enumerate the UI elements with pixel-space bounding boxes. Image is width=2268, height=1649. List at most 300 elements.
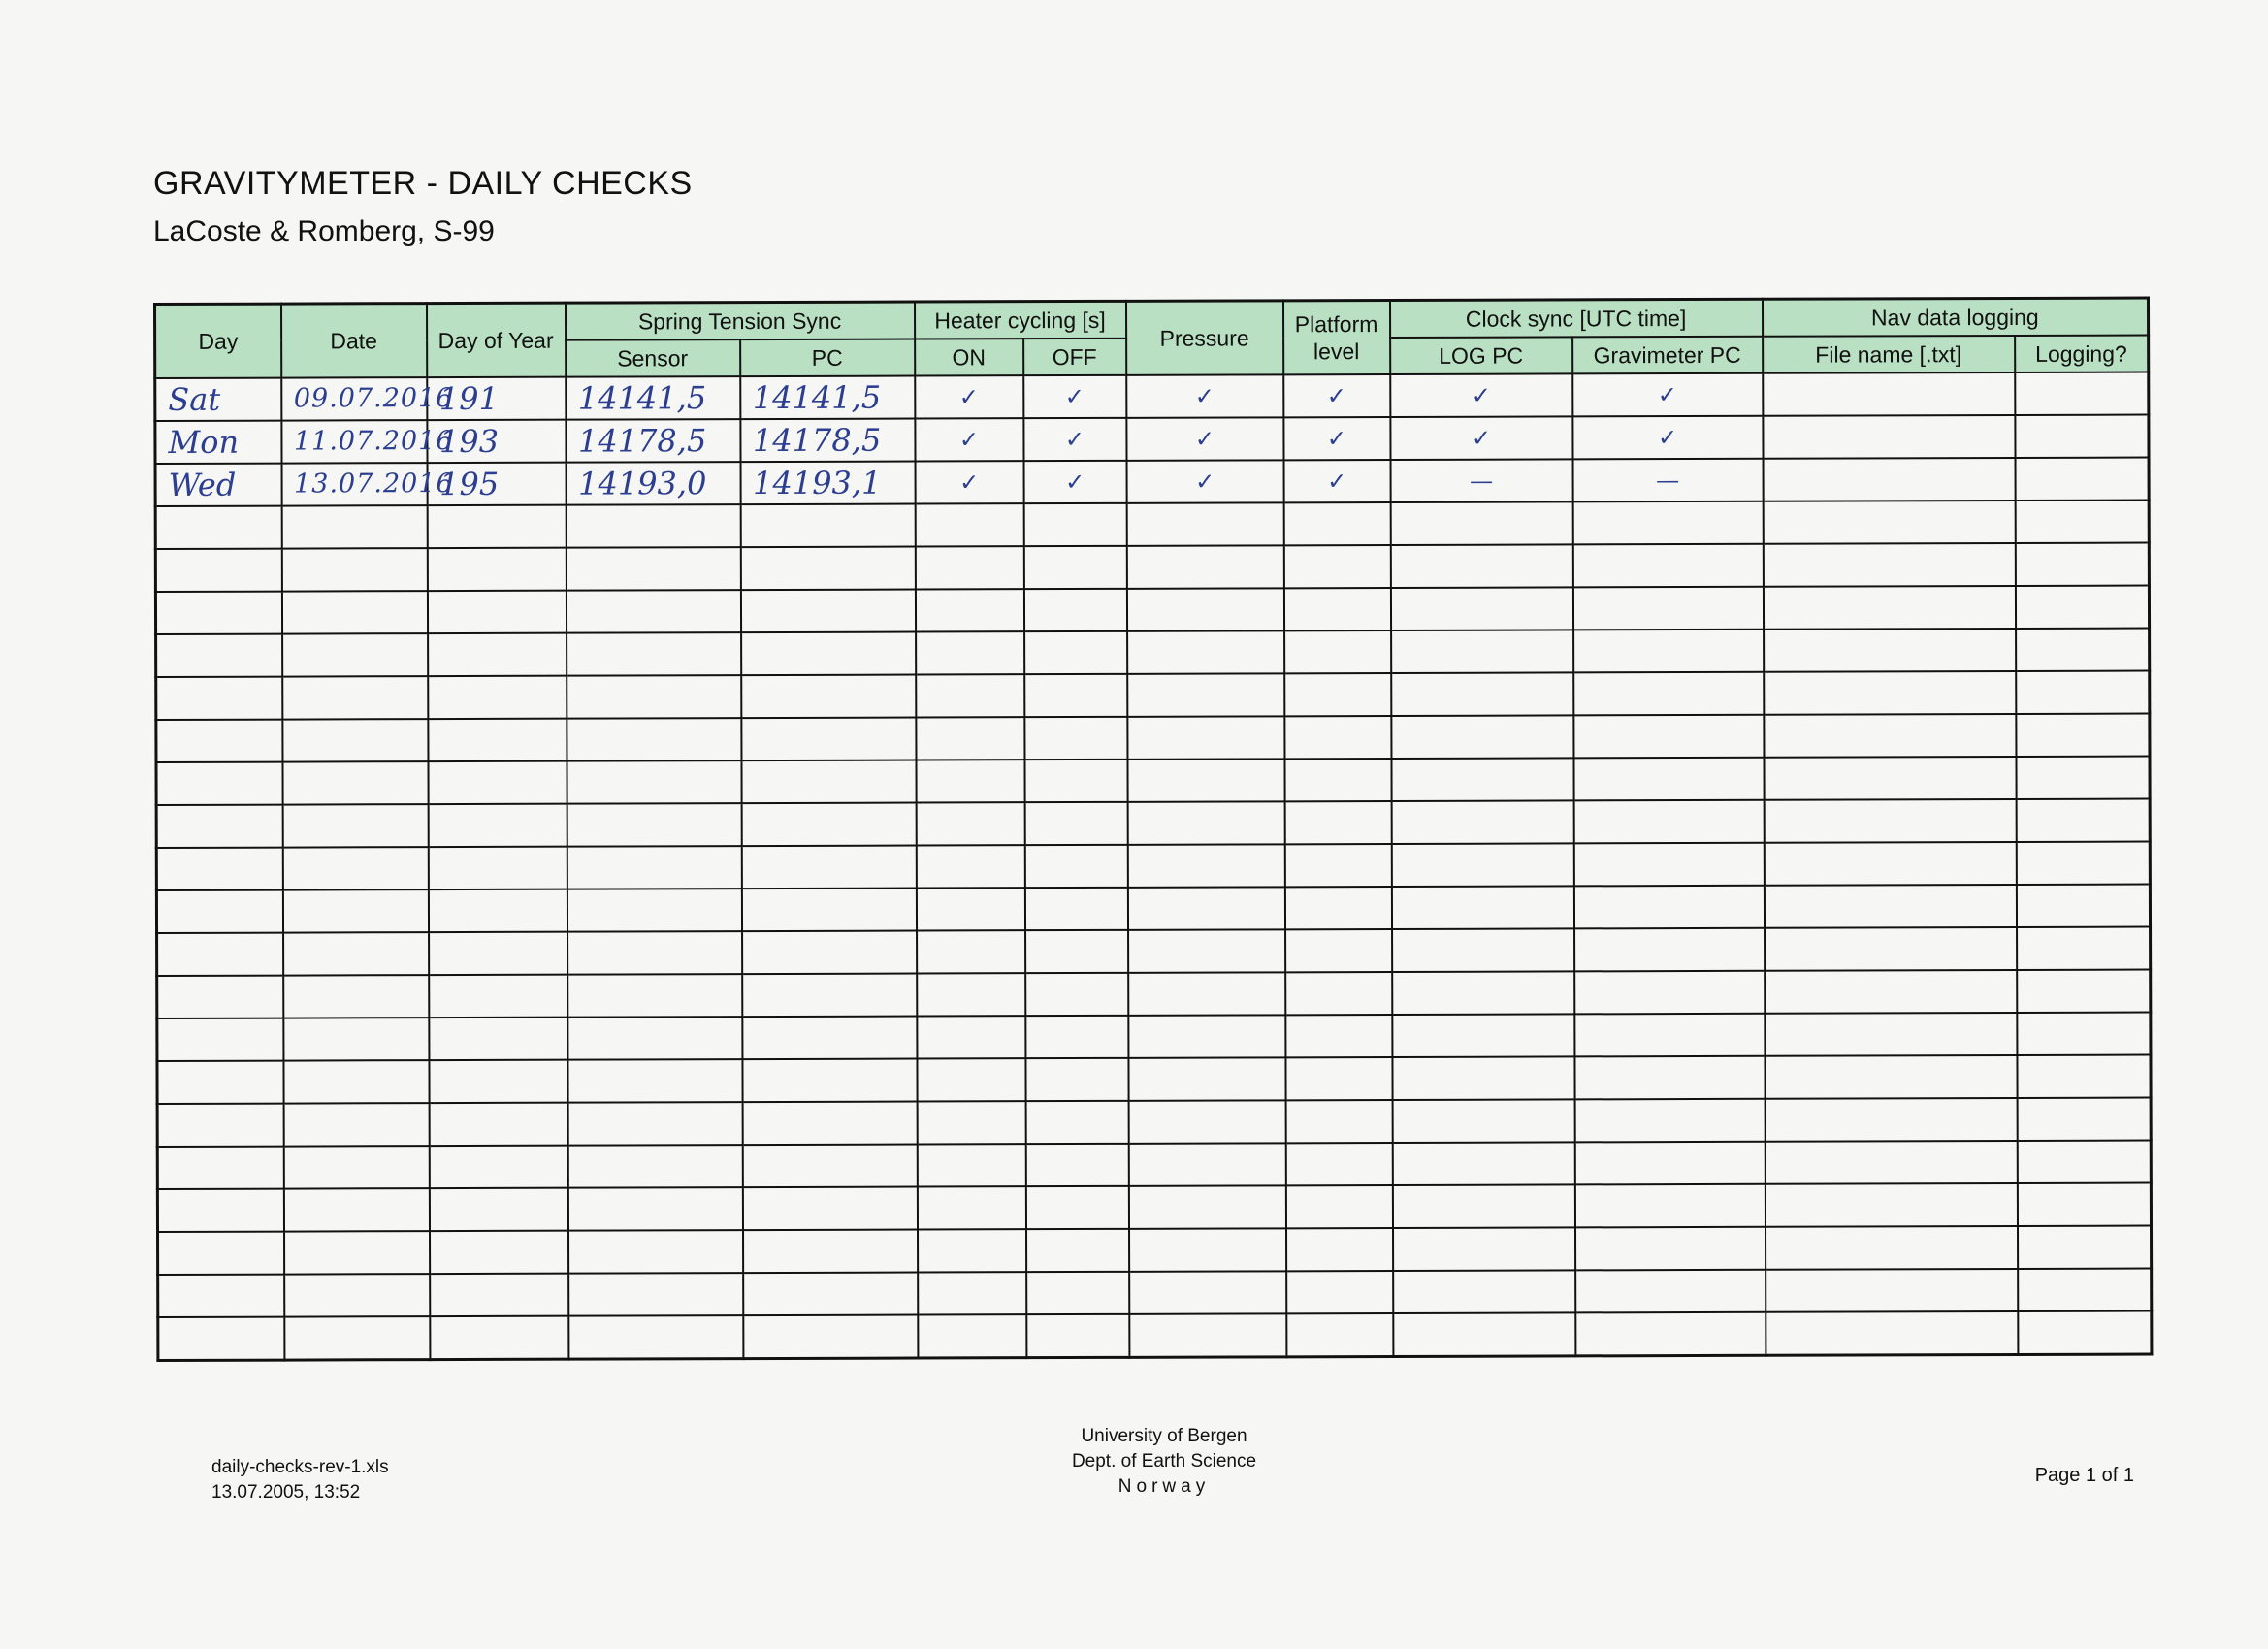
day-of-year-cell-value: 191 — [438, 379, 499, 418]
day-cell — [155, 464, 281, 506]
file-name-cell — [1763, 415, 2015, 459]
platform-level-cell — [1284, 801, 1391, 844]
empty-table-row — [157, 1183, 2151, 1232]
sensor-cell — [567, 632, 741, 676]
file-name-cell — [1766, 1269, 2018, 1312]
heater-off-cell-value: ✓ — [1064, 425, 1085, 454]
gravimeter-pc-cell — [1574, 1184, 1765, 1228]
day-of-year-cell — [428, 847, 567, 889]
heater-on-cell — [915, 375, 1023, 418]
day-cell — [155, 592, 281, 634]
heater-off-cell — [1023, 375, 1126, 418]
heater-on-cell — [917, 1058, 1025, 1101]
empty-table-row — [156, 799, 2150, 848]
pc-cell — [741, 760, 916, 804]
sensor-cell-value: 14193,0 — [578, 465, 707, 502]
heater-off-cell — [1024, 631, 1127, 674]
file-name-cell — [1765, 970, 2017, 1014]
sensor-cell — [568, 1230, 743, 1274]
platform-level-cell — [1284, 630, 1391, 673]
heater-on-cell — [915, 503, 1023, 546]
date-cell — [284, 1231, 430, 1274]
heater-off-cell — [1025, 1144, 1128, 1186]
sensor-cell — [567, 1102, 742, 1146]
date-cell — [281, 505, 427, 548]
platform-level-cell-value: ✓ — [1326, 468, 1347, 496]
sensor-cell — [567, 803, 741, 847]
pc-cell-value: 14193,1 — [753, 464, 882, 502]
gravimeter-pc-cell — [1573, 715, 1764, 759]
logging-cell — [2016, 714, 2150, 757]
gravimeter-pc-cell — [1572, 544, 1763, 588]
date-cell — [281, 591, 427, 633]
pressure-cell — [1126, 588, 1283, 631]
date-cell — [282, 676, 428, 719]
pc-cell — [741, 632, 916, 676]
log-pc-cell — [1392, 1014, 1574, 1057]
empty-table-row — [156, 757, 2150, 805]
day-cell — [156, 720, 282, 762]
heater-off-cell — [1026, 1314, 1129, 1358]
logging-cell — [2016, 885, 2150, 927]
day-of-year-cell — [427, 377, 566, 420]
date-cell — [282, 761, 428, 804]
heater-on-cell — [917, 973, 1025, 1016]
log-pc-cell — [1391, 672, 1573, 716]
col-header-file-name: File name [.txt] — [1763, 336, 2015, 373]
daily-checks-table — [153, 297, 2153, 1362]
table-row — [155, 458, 2149, 506]
empty-table-row — [157, 1098, 2151, 1147]
gravimeter-pc-cell — [1574, 971, 1765, 1015]
platform-level-cell — [1286, 1271, 1393, 1313]
pressure-cell — [1127, 844, 1284, 888]
col-header-log-pc: LOG PC — [1390, 337, 1572, 374]
heater-on-cell — [917, 1016, 1025, 1058]
pc-cell-value: 14141,5 — [752, 378, 882, 417]
pressure-cell — [1128, 1185, 1285, 1229]
platform-level-cell — [1285, 1185, 1392, 1228]
platform-level-cell — [1283, 417, 1390, 460]
date-cell — [283, 932, 429, 975]
log-pc-cell-value: — — [1470, 467, 1494, 495]
day-cell — [157, 1018, 283, 1061]
day-of-year-cell — [429, 1103, 567, 1146]
col-header-logging: Logging? — [2015, 336, 2149, 372]
file-name-cell — [1763, 586, 2015, 630]
file-name-cell — [1765, 1183, 2017, 1227]
platform-level-cell — [1285, 972, 1392, 1015]
logging-cell — [2017, 927, 2151, 970]
log-pc-cell — [1393, 1227, 1575, 1271]
file-name-cell — [1764, 629, 2016, 672]
day-cell — [157, 1061, 283, 1104]
pc-cell — [742, 931, 917, 975]
date-cell — [283, 1146, 429, 1188]
empty-table-row — [157, 1055, 2151, 1104]
col-header-platform-level: Platform level — [1283, 300, 1390, 374]
day-of-year-cell — [428, 889, 567, 932]
gravimeter-pc-cell — [1573, 630, 1764, 673]
empty-table-row — [155, 543, 2149, 592]
date-cell — [281, 463, 454, 505]
date-cell — [283, 975, 429, 1018]
log-pc-cell — [1390, 373, 1572, 417]
heater-on-cell-value: ✓ — [958, 383, 979, 411]
pressure-cell — [1128, 929, 1285, 973]
day-cell — [157, 1189, 283, 1232]
col-header-off: OFF — [1023, 339, 1126, 375]
day-cell — [156, 762, 282, 805]
date-cell — [282, 889, 428, 932]
file-name-cell — [1765, 1098, 2017, 1142]
heater-on-cell — [917, 930, 1025, 973]
pressure-cell-value: ✓ — [1194, 382, 1215, 410]
file-name-cell — [1764, 671, 2016, 715]
gravimeter-pc-cell — [1572, 373, 1763, 417]
log-pc-cell — [1390, 459, 1572, 502]
heater-on-cell — [915, 461, 1023, 503]
day-of-year-cell — [430, 1274, 568, 1316]
day-cell — [156, 890, 282, 933]
pc-cell — [741, 718, 916, 761]
day-of-year-cell — [428, 719, 567, 761]
col-header-pc: PC — [740, 340, 915, 377]
day-of-year-cell — [429, 1146, 567, 1188]
pc-cell — [740, 419, 915, 463]
file-name-cell — [1765, 927, 2017, 971]
day-of-year-cell — [428, 633, 567, 676]
empty-table-row — [155, 586, 2149, 634]
heater-off-cell — [1024, 760, 1127, 802]
day-of-year-cell — [428, 676, 567, 719]
empty-table-row — [155, 501, 2149, 549]
gravimeter-pc-cell — [1574, 1142, 1765, 1185]
platform-level-cell — [1286, 1313, 1393, 1357]
file-name-cell — [1766, 1226, 2018, 1270]
day-of-year-cell — [430, 1316, 568, 1360]
day-of-year-cell — [429, 1060, 567, 1103]
day-of-year-cell — [429, 975, 567, 1018]
day-cell — [156, 634, 282, 677]
day-cell — [157, 1147, 283, 1189]
day-cell — [157, 1104, 283, 1147]
date-cell — [284, 1316, 430, 1360]
day-cell — [156, 805, 282, 848]
col-header-gravimeter-pc: Gravimeter PC — [1572, 337, 1763, 374]
empty-table-row — [157, 970, 2151, 1018]
date-cell — [282, 804, 428, 847]
heater-on-cell — [918, 1229, 1026, 1272]
gravimeter-pc-cell — [1573, 672, 1764, 716]
heater-on-cell — [916, 802, 1024, 845]
pc-cell — [740, 547, 915, 591]
file-name-cell-value — [1764, 479, 2014, 480]
gravimeter-pc-cell — [1572, 501, 1763, 545]
file-name-cell-value — [1764, 436, 2014, 437]
log-pc-cell — [1391, 758, 1573, 801]
platform-level-cell — [1284, 759, 1391, 801]
heater-off-cell-value: ✓ — [1064, 468, 1085, 497]
logging-cell — [2015, 543, 2149, 586]
heater-on-cell — [915, 546, 1023, 589]
empty-table-row — [157, 927, 2151, 976]
logging-cell — [2016, 671, 2150, 714]
heater-off-cell — [1024, 845, 1127, 888]
pc-cell — [741, 803, 916, 847]
platform-level-cell — [1283, 588, 1390, 630]
pc-cell — [742, 974, 917, 1018]
col-header-day: Day — [155, 304, 281, 378]
platform-level-cell — [1285, 1015, 1392, 1057]
pressure-cell — [1126, 417, 1283, 461]
platform-level-cell — [1283, 502, 1390, 545]
date-cell — [282, 847, 428, 889]
pc-cell — [742, 1145, 917, 1188]
platform-level-cell-value: ✓ — [1326, 382, 1346, 410]
sensor-cell-value: 14141,5 — [577, 379, 707, 417]
pressure-cell — [1126, 374, 1283, 418]
platform-level-cell — [1283, 374, 1390, 417]
day-of-year-cell — [427, 505, 566, 548]
pressure-cell — [1127, 630, 1284, 674]
heater-on-cell — [916, 674, 1024, 717]
file-name-cell — [1765, 1013, 2017, 1056]
pc-cell — [740, 376, 915, 420]
heater-off-cell — [1025, 1058, 1128, 1101]
platform-level-cell — [1283, 460, 1390, 502]
file-name-cell — [1763, 543, 2015, 587]
empty-table-row — [158, 1311, 2152, 1361]
log-pc-cell — [1390, 587, 1572, 630]
file-name-cell — [1766, 1311, 2018, 1355]
pc-cell — [740, 504, 915, 548]
sensor-cell — [567, 1187, 742, 1231]
pc-cell — [742, 1059, 917, 1103]
col-header-date: Date — [281, 304, 427, 378]
footer-country: Norway — [1118, 1476, 1211, 1497]
empty-table-row — [158, 1269, 2152, 1317]
log-pc-cell — [1392, 1184, 1574, 1228]
col-group-clock-sync: Clock sync [UTC time] — [1390, 299, 1763, 338]
heater-on-cell — [918, 1314, 1026, 1358]
col-group-heater-cycling: Heater cycling [s] — [915, 301, 1126, 339]
heater-off-cell — [1025, 1016, 1128, 1058]
page-subtitle: LaCoste & Romberg, S-99 — [153, 215, 495, 247]
sensor-cell — [566, 504, 740, 548]
table-body — [155, 372, 2152, 1361]
pc-cell — [742, 1102, 917, 1146]
sensor-cell — [566, 419, 740, 463]
logging-cell — [2015, 372, 2149, 415]
heater-on-cell — [916, 760, 1024, 802]
heater-on-cell — [916, 717, 1024, 760]
heater-off-cell — [1025, 1186, 1128, 1229]
log-pc-cell — [1392, 1142, 1574, 1185]
pc-cell — [743, 1230, 918, 1274]
heater-off-cell — [1023, 546, 1126, 589]
heater-off-cell — [1023, 589, 1126, 631]
day-of-year-cell — [429, 1188, 567, 1231]
platform-level-cell — [1284, 887, 1391, 929]
empty-table-row — [157, 1013, 2151, 1061]
date-cell — [282, 719, 428, 761]
log-pc-cell — [1390, 544, 1572, 588]
sensor-cell — [566, 590, 740, 633]
empty-table-row — [156, 629, 2150, 677]
sensor-cell — [567, 1017, 742, 1060]
pressure-cell — [1126, 545, 1283, 589]
log-pc-cell — [1392, 1099, 1574, 1143]
platform-level-cell — [1284, 844, 1391, 887]
pc-cell — [743, 1273, 918, 1316]
pressure-cell — [1127, 673, 1284, 717]
gravimeter-pc-cell — [1572, 587, 1763, 630]
logging-cell — [2016, 757, 2150, 799]
gravimeter-pc-cell — [1575, 1312, 1766, 1356]
date-cell — [283, 1060, 429, 1103]
file-name-cell — [1764, 799, 2016, 843]
heater-off-cell — [1026, 1229, 1129, 1272]
pressure-cell — [1129, 1228, 1286, 1272]
pressure-cell-value: ✓ — [1194, 425, 1215, 453]
logging-cell — [2017, 1183, 2151, 1226]
pc-cell — [741, 675, 916, 719]
day-of-year-cell-value: 193 — [438, 422, 500, 461]
log-pc-cell — [1392, 971, 1574, 1015]
platform-level-cell — [1285, 929, 1392, 972]
day-cell-value: Sat — [168, 380, 221, 418]
gravimeter-pc-cell — [1575, 1270, 1766, 1313]
table-row — [155, 415, 2149, 464]
logging-cell — [2015, 458, 2149, 501]
sensor-cell — [566, 547, 740, 591]
footer-institution — [970, 1424, 1358, 1500]
file-name-cell — [1765, 1055, 2017, 1099]
sensor-cell — [567, 889, 741, 932]
gravimeter-pc-cell-value: ✓ — [1657, 424, 1678, 452]
date-cell — [281, 377, 454, 420]
date-cell — [283, 1018, 429, 1060]
logging-cell — [2017, 970, 2151, 1013]
log-pc-cell — [1390, 501, 1572, 545]
pressure-cell-value: ✓ — [1194, 468, 1215, 496]
logging-cell — [2017, 1141, 2151, 1183]
pressure-cell — [1128, 972, 1285, 1016]
heater-on-cell — [916, 631, 1024, 674]
heater-off-cell — [1024, 717, 1127, 760]
file-name-cell — [1764, 757, 2016, 800]
sensor-cell — [567, 718, 741, 761]
footer-timestamp: 13.07.2005, 13:52 — [211, 1482, 361, 1503]
heater-off-cell — [1023, 418, 1126, 461]
heater-off-cell — [1025, 973, 1128, 1016]
log-pc-cell — [1393, 1270, 1575, 1313]
empty-table-row — [158, 1226, 2152, 1275]
sensor-cell — [568, 1273, 743, 1316]
logging-cell — [2016, 799, 2150, 842]
day-of-year-cell — [428, 804, 567, 847]
page-title: GRAVITYMETER - DAILY CHECKS — [153, 165, 693, 202]
platform-level-cell — [1285, 1100, 1392, 1143]
date-cell — [281, 420, 454, 463]
gravimeter-pc-cell — [1573, 800, 1764, 844]
date-cell-value: 11.07.2016 — [293, 426, 454, 457]
log-pc-cell — [1391, 630, 1573, 673]
file-name-cell-value — [1764, 394, 2014, 395]
heater-off-cell — [1024, 888, 1127, 930]
sensor-cell — [567, 760, 741, 804]
day-of-year-cell-value: 195 — [439, 465, 500, 503]
log-pc-cell — [1390, 416, 1572, 460]
heater-off-cell — [1023, 503, 1126, 546]
day-cell — [155, 549, 281, 592]
platform-level-cell — [1285, 1143, 1392, 1185]
file-name-cell — [1763, 372, 2015, 416]
empty-table-row — [156, 842, 2150, 890]
day-cell — [156, 848, 282, 890]
gravimeter-pc-cell-value: ✓ — [1657, 381, 1677, 409]
empty-table-row — [157, 1141, 2151, 1189]
heater-on-cell — [916, 845, 1024, 888]
pressure-cell — [1128, 1143, 1285, 1186]
heater-on-cell — [917, 1144, 1025, 1186]
pc-cell — [740, 462, 915, 505]
gravimeter-pc-cell-value: — — [1656, 467, 1680, 495]
heater-off-cell — [1026, 1272, 1129, 1314]
logging-cell — [2015, 586, 2149, 629]
pressure-cell — [1127, 887, 1284, 930]
gravimeter-pc-cell — [1572, 416, 1763, 460]
sensor-cell-value: 14178,5 — [577, 422, 707, 460]
empty-table-row — [156, 885, 2150, 933]
footer-filename: daily-checks-rev-1.xls — [211, 1457, 389, 1477]
logging-cell — [2017, 1055, 2151, 1098]
gravimeter-pc-cell — [1573, 886, 1764, 929]
platform-level-cell — [1284, 673, 1391, 716]
date-cell — [281, 548, 427, 591]
heater-on-cell-value: ✓ — [958, 426, 980, 454]
day-cell — [158, 1317, 284, 1361]
day-cell — [155, 506, 281, 549]
empty-table-row — [156, 671, 2150, 720]
day-cell — [158, 1232, 284, 1275]
heater-off-cell-value: ✓ — [1064, 382, 1085, 411]
footer-university: University of Bergen — [1081, 1426, 1247, 1446]
logging-cell — [2016, 629, 2150, 671]
pc-cell-value: 14178,5 — [752, 421, 882, 460]
day-cell-value: Mon — [168, 423, 240, 461]
pressure-cell — [1127, 801, 1284, 845]
heater-on-cell — [915, 589, 1023, 631]
pc-cell — [742, 1017, 917, 1060]
platform-level-cell — [1284, 716, 1391, 759]
heater-on-cell — [916, 888, 1024, 930]
pressure-cell — [1129, 1313, 1286, 1357]
day-of-year-cell — [430, 1231, 568, 1274]
table-row — [155, 372, 2149, 421]
heater-off-cell — [1024, 674, 1127, 717]
logging-cell — [2016, 842, 2150, 885]
day-cell — [155, 378, 281, 421]
log-pc-cell — [1391, 715, 1573, 759]
file-name-cell — [1764, 714, 2016, 758]
footer-department: Dept. of Earth Science — [1071, 1451, 1257, 1471]
day-of-year-cell — [427, 463, 566, 505]
log-pc-cell-value: ✓ — [1471, 381, 1491, 409]
footer-page-number: Page 1 of 1 — [2034, 1465, 2134, 1486]
pressure-cell — [1129, 1271, 1286, 1314]
